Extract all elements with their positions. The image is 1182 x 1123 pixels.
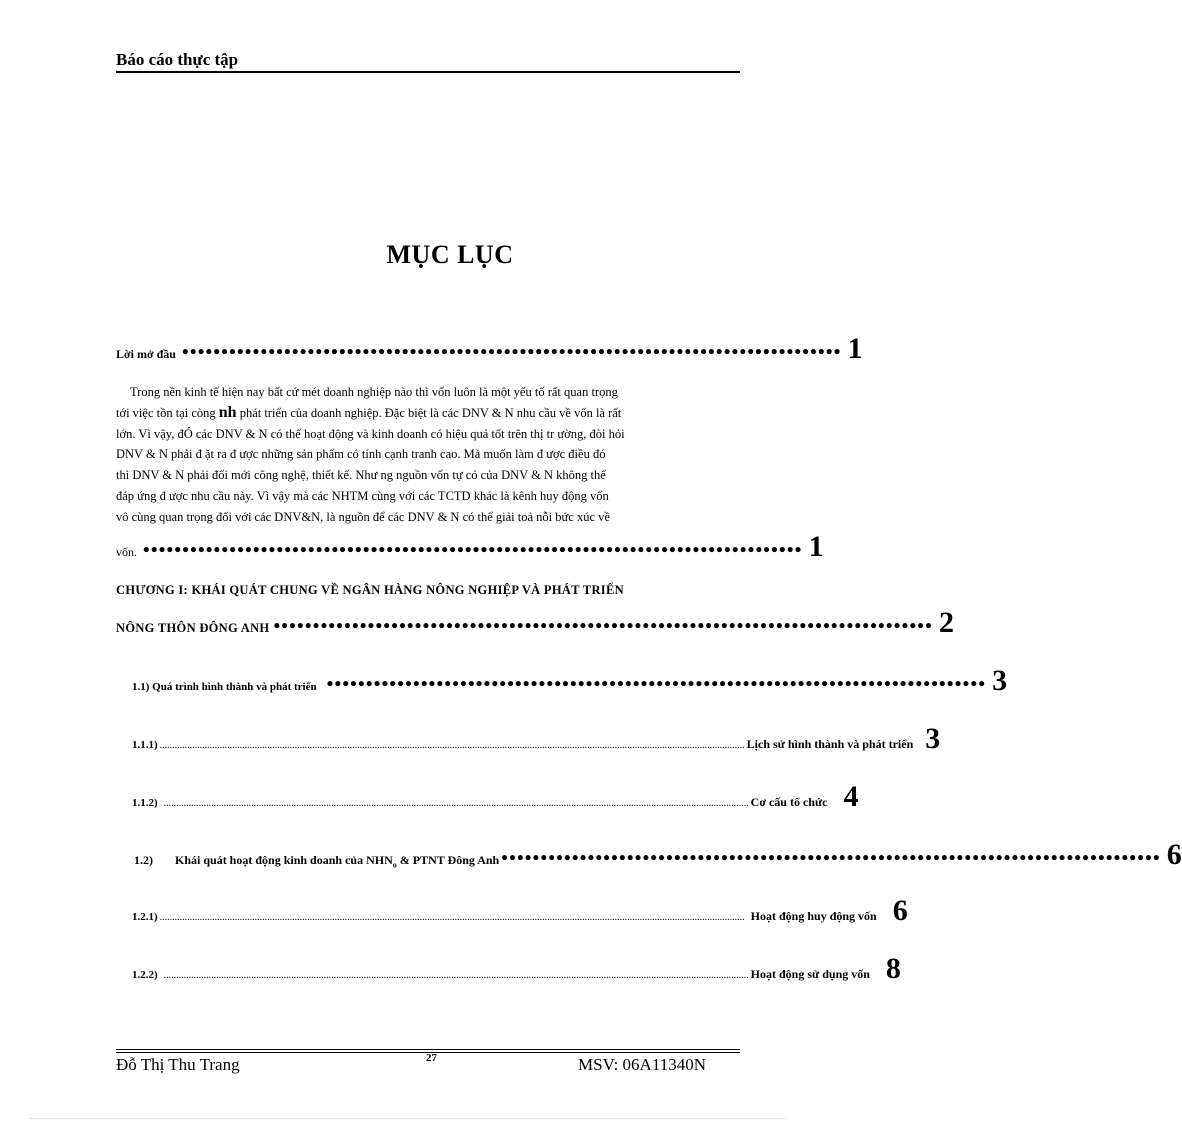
toc-entry-label: Lời mở đầu <box>116 347 176 361</box>
toc-page-number: 4 <box>843 780 859 813</box>
intro-line: lớn. Vì vậy, đÓ các DNV & N có thể hoạt động và kinh doanh có hiệu quả tốt trên thị tr ường, đòi hỏi <box>116 426 625 441</box>
dot-leader: .......................................................................................................................................................................................................................................... <box>159 740 745 751</box>
intro-paragraph <box>116 382 740 528</box>
toc-entry-number: 1.2.2) <box>132 969 158 981</box>
intro-line <box>116 403 740 424</box>
toc-entry-title: Cơ cấu tổ chức <box>750 795 828 809</box>
dot-leader: •••••••••••••••••••••••••••••••••••••••••••••••••••••••••••••••••••••••••••••••••••• <box>181 342 842 363</box>
toc-entry-intro[interactable] <box>116 332 863 365</box>
toc-entry-title: Hoạt động huy động vốn <box>750 909 877 923</box>
intro-line: Trong nền kinh tế hiện nay bất cứ mét doanh nghiệp nào thì vốn luôn là một yếu tố rất quan trọng <box>130 385 618 399</box>
intro-line: đáp ứng đ ược nhu cầu này. Vì vậy mà các NHTM cùng với các TCTD khác là kênh huy động vốn <box>116 488 609 503</box>
toc-entry-title: Hoạt động sử dụng vốn <box>750 967 870 981</box>
intro-line: thì DNV & N phải đổi mới công nghệ, thiết kế. Như ng nguồn vốn tự có của DNV & N không thể <box>116 468 606 483</box>
toc-entry-title <box>175 853 499 869</box>
toc-entry-1-2-1[interactable] <box>132 894 908 927</box>
footer-student-id: MSV: 06A11340N <box>578 1055 706 1074</box>
toc-entry-number: 1.1.2) <box>132 797 158 809</box>
toc-entry-label: 1.1) Quá trình hình thành và phát triển <box>132 681 317 693</box>
footer-author: Đỗ Thị Thu Trang <box>116 1055 240 1074</box>
toc-entry-label: vốn. <box>116 545 137 559</box>
dot-leader: .......................................................................................................................................................................................................................................... <box>163 798 749 809</box>
toc-page-number: 1 <box>808 530 824 563</box>
toc-page-number: 2 <box>939 606 955 639</box>
chapter-1-title-line: NÔNG THÔN ĐÔNG ANH <box>116 621 270 635</box>
toc-entry-1-2-2[interactable] <box>132 952 901 985</box>
dot-leader: •••••••••••••••••••••••••••••••••••••••••••••••••••••••••••••••••••••••••••••••••••• <box>501 848 1161 869</box>
toc-entry-subscript: o <box>392 860 397 870</box>
toc-entry-chapter-1[interactable] <box>116 606 955 639</box>
dot-leader: .......................................................................................................................................................................................................................................... <box>159 912 745 923</box>
toc-entry-title: Lịch sử hình thành và phát triển <box>746 737 914 751</box>
toc-heading: MỤC LỤC <box>386 240 514 269</box>
toc-entry-number: 1.2) <box>134 853 153 867</box>
toc-entry-1-1-1[interactable] <box>132 722 941 755</box>
toc-page-number: 8 <box>885 952 901 985</box>
toc-page-number: 6 <box>1166 838 1182 871</box>
toc-page-number: 3 <box>992 664 1008 697</box>
page-bottom-border <box>30 1118 786 1119</box>
toc-entry-title-text: Khái quát hoạt động kinh doanh của NHN <box>175 853 393 867</box>
dot-leader: •••••••••••••••••••••••••••••••••••••••••••••••••••••••••••••••••••••••••••••••••••• <box>326 674 987 695</box>
toc-entry-title-text: & PTNT Đông Anh <box>396 853 500 867</box>
intro-text: nh <box>218 403 237 421</box>
toc-entry-1-1-2[interactable] <box>132 780 859 813</box>
dot-leader: .......................................................................................................................................................................................................................................... <box>163 970 749 981</box>
intro-text: tới việc tồn tại còng <box>116 405 216 420</box>
toc-entry-1-2[interactable] <box>134 838 1182 871</box>
report-header-title: Báo cáo thực tập <box>116 50 239 69</box>
intro-text: phát triển của doanh nghiệp. Đặc biệt là các DNV & N nhu cầu về vốn là rất <box>239 405 622 420</box>
toc-entry-1-1[interactable] <box>132 664 1008 697</box>
chapter-1-title-line[interactable]: CHƯƠNG I: KHÁI QUÁT CHUNG VỀ NGÂN HÀNG NÔNG NGHIỆP VÀ PHÁT TRIỂN <box>116 583 624 597</box>
dot-leader: •••••••••••••••••••••••••••••••••••••••••••••••••••••••••••••••••••••••••••••••••••• <box>273 616 934 637</box>
toc-entry-number: 1.2.1) <box>132 911 158 923</box>
toc-entry-intro-tail[interactable] <box>116 530 824 563</box>
intro-line: DNV & N phải đ ặt ra đ ược những sản phẩm có tính cạnh tranh cao. Mà muốn làm đ ược điều đó <box>116 447 606 462</box>
dot-leader: •••••••••••••••••••••••••••••••••••••••••••••••••••••••••••••••••••••••••••••••••••• <box>143 540 803 561</box>
footer-divider <box>116 1049 740 1050</box>
toc-page-number: 1 <box>847 332 863 365</box>
toc-page-number: 3 <box>925 722 941 755</box>
toc-entry-number: 1.1.1) <box>132 739 158 751</box>
toc-page-number: 6 <box>892 894 908 927</box>
footer-page-number: 27 <box>426 1052 437 1064</box>
intro-line: vô cùng quan trọng đối với các DNV&N, là nguồn để các DNV & N có thể giải toả nỗi bức xúc về <box>116 509 610 524</box>
header-divider <box>116 71 740 73</box>
